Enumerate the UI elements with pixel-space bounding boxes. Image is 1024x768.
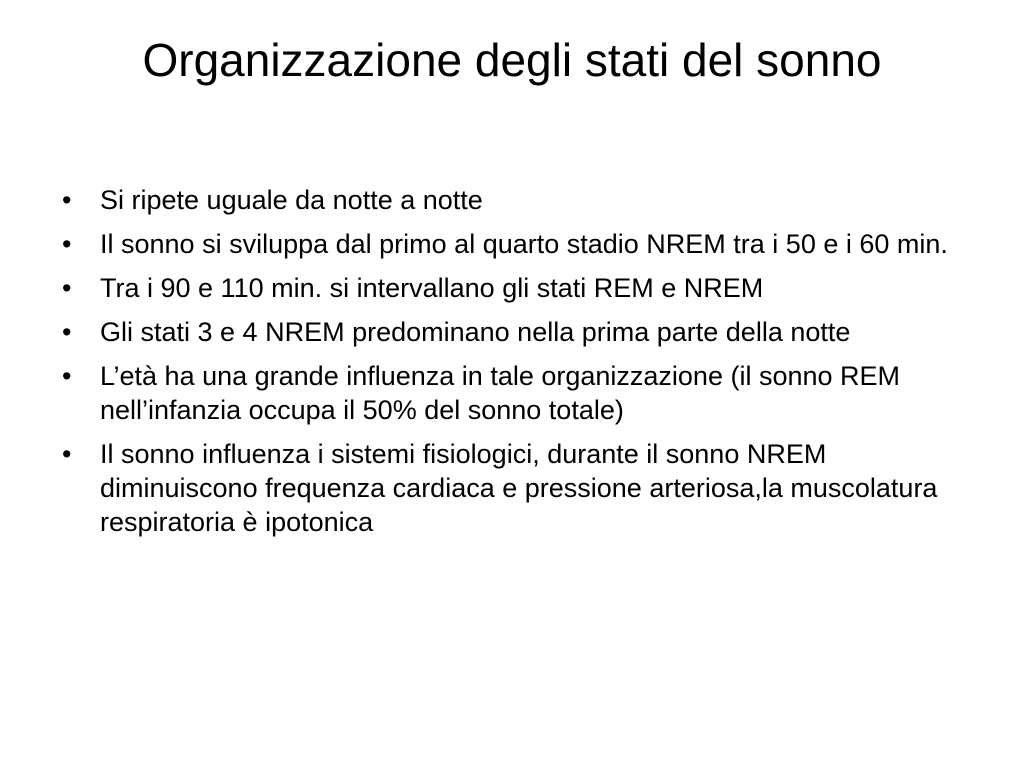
bullet-icon: • [62,439,72,469]
bullet-icon: • [62,229,72,259]
bullet-text: Il sonno si sviluppa dal primo al quarto stadio NREM tra i 50 e i 60 min. [100,229,948,259]
bullet-list [58,183,968,549]
bullet-item [58,437,968,539]
bullet-icon: • [62,185,72,215]
bullet-text: Si ripete uguale da notte a notte [100,185,483,215]
bullet-icon: • [62,317,72,347]
bullet-text: L’età ha una grande influenza in tale organizzazione (il sonno REM nell’infanzia occupa il 50% del sonno totale) [100,361,901,425]
bullet-item [58,315,968,349]
bullet-icon: • [62,273,72,303]
bullet-item [58,359,968,427]
bullet-item [58,227,968,261]
slide-title: Organizzazione degli stati del sonno [142,34,882,86]
bullet-item [58,183,968,217]
bullet-icon: • [62,361,72,391]
bullet-text: Gli stati 3 e 4 NREM predominano nella prima parte della notte [100,317,851,347]
bullet-item [58,271,968,305]
bullet-text: Il sonno influenza i sistemi fisiologici, durante il sonno NREM diminuiscono frequenza cardiaca e pressione arteriosa,la muscolatura respiratoria è ipotonica [100,439,938,537]
bullet-text: Tra i 90 e 110 min. si intervallano gli stati REM e NREM [100,273,764,303]
